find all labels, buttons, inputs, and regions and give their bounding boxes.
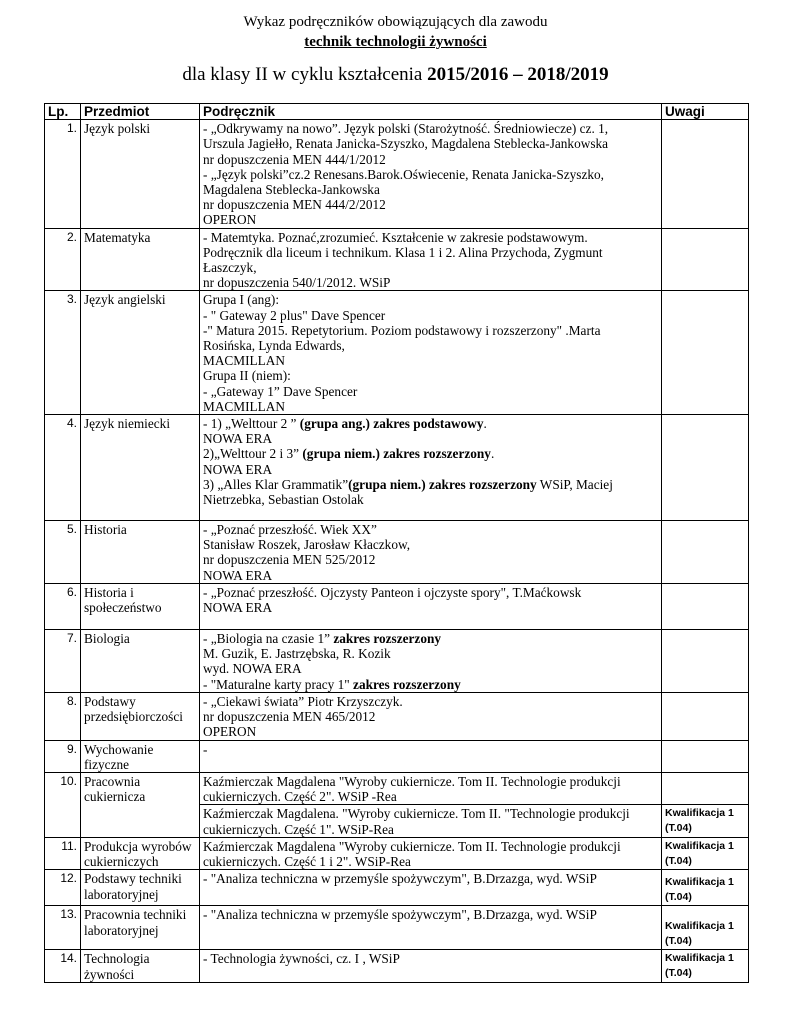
subject-line: Matematyka xyxy=(84,229,151,245)
subject-cell xyxy=(81,740,200,772)
textbook-cell xyxy=(200,773,662,805)
textbook-cell xyxy=(200,584,662,630)
profession-name: technik technologii żywności xyxy=(304,34,487,50)
notes-line: (T.04) xyxy=(665,854,692,867)
subject-line: Język angielski xyxy=(84,292,166,308)
column-header-lp: Lp. xyxy=(45,104,81,120)
subject-line: Wychowanie xyxy=(84,741,154,757)
textbook-line: - „Język polski”cz.2 Renesans.Barok.Oświecenie, Renata Janicka-Szyszko, xyxy=(203,166,604,182)
textbook-line: Kaźmierczak Magdalena. "Wyroby cukiernicze. Tom II. "Technologie produkcji xyxy=(203,806,630,822)
table-body xyxy=(45,120,749,983)
notes-cell xyxy=(662,120,749,228)
subject-line: przedsiębiorczości xyxy=(84,709,183,725)
textbook-line: - Technologia żywności, cz. I , WSiP xyxy=(203,951,400,967)
cycle-years: 2015/2016 – 2018/2019 xyxy=(427,64,609,85)
textbook-line: - „Poznać przeszłość. Wiek XX” xyxy=(203,522,377,538)
notes-cell xyxy=(662,415,749,521)
row-number: 10. xyxy=(45,773,81,838)
notes-line: Kwalifikacja 1 xyxy=(665,876,734,889)
row-number: 1. xyxy=(45,120,81,228)
textbook-cell xyxy=(200,120,662,228)
textbook-line: Łaszczyk, xyxy=(203,260,257,276)
textbook-line: Urszula Jagiełło, Renata Janicka-Szyszko, Magdalena Steblecka-Jankowska xyxy=(203,136,609,152)
textbook-cell xyxy=(200,950,662,982)
textbook-text: NOWA ERA xyxy=(203,431,273,447)
textbook-cell xyxy=(200,521,662,584)
table-row xyxy=(45,120,749,228)
row-number: 9. xyxy=(45,740,81,772)
textbook-line: nr dopuszczenia MEN 465/2012 xyxy=(203,709,376,725)
textbook-text: NOWA ERA xyxy=(203,461,273,477)
textbook-line: Rosińska, Lynda Edwards, xyxy=(203,338,345,354)
textbook-line: Grupa I (ang): xyxy=(203,292,280,308)
textbook-line: - Matemtyka. Poznać,zrozumieć. Kształcenie w zakresie podstawowym. xyxy=(203,229,588,245)
textbook-line: -" Matura 2015. Repetytorium. Poziom podstawowy i rozszerzony" .Marta xyxy=(203,322,601,338)
textbook-emphasis: (grupa ang.) zakres podstawowy xyxy=(299,416,484,432)
notes-line: Kwalifikacja 1 xyxy=(665,920,734,933)
textbook-text: - „Biologia na czasie 1” xyxy=(203,631,334,647)
notes-cell xyxy=(662,630,749,693)
notes-line: (T.04) xyxy=(665,891,692,904)
subject-line: fizyczne xyxy=(84,756,130,772)
table-row xyxy=(45,740,749,772)
textbook-emphasis: zakres rozszerzony xyxy=(333,631,442,647)
textbook-line: Grupa II (niem): xyxy=(203,368,291,384)
notes-cell xyxy=(662,906,749,950)
textbook-line: nr dopuszczenia 540/1/2012. WSiP xyxy=(203,275,391,291)
textbook-cell xyxy=(200,291,662,415)
subject-cell xyxy=(81,906,200,950)
textbook-line: MACMILLAN xyxy=(203,398,285,414)
notes-cell xyxy=(662,805,749,837)
textbook-emphasis: (grupa niem.) zakres rozszerzony xyxy=(348,476,537,492)
subject-cell xyxy=(81,693,200,741)
textbook-line: - "Analiza techniczna w przemyśle spożywczym", B.Drzazga, wyd. WSiP xyxy=(203,871,597,887)
table-row xyxy=(45,837,749,869)
subject-line: Historia xyxy=(84,522,127,538)
notes-cell xyxy=(662,950,749,982)
table-row xyxy=(45,693,749,741)
subject-line: Biologia xyxy=(84,631,130,647)
notes-line: Kwalifikacja 1 xyxy=(665,807,734,820)
subject-line: laboratoryjnej xyxy=(84,886,159,902)
textbook-text: . xyxy=(490,446,495,462)
subject-line: Technologia xyxy=(84,951,150,967)
textbook-text: - 1) „Welttour 2 ” xyxy=(203,416,300,432)
class-cycle-line xyxy=(0,64,791,86)
subject-line: Produkcja wyrobów xyxy=(84,838,192,854)
textbook-cell xyxy=(200,906,662,950)
notes-cell xyxy=(662,837,749,869)
table-row xyxy=(45,630,749,693)
table-row xyxy=(45,228,749,291)
textbook-line xyxy=(203,646,658,661)
textbook-line: - „Gateway 1” Dave Spencer xyxy=(203,383,358,399)
notes-line: Kwalifikacja 1 xyxy=(665,839,734,852)
notes-cell xyxy=(662,291,749,415)
textbook-line: nr dopuszczenia MEN 444/2/2012 xyxy=(203,197,386,213)
subject-cell xyxy=(81,837,200,869)
textbook-cell xyxy=(200,228,662,291)
textbook-line xyxy=(203,477,658,492)
textbook-cell xyxy=(200,805,662,837)
textbook-line: nr dopuszczenia MEN 444/1/2012 xyxy=(203,151,386,167)
textbook-line: cukierniczych. Część 1 i 2". WSiP-Rea xyxy=(203,854,411,870)
table-header-row xyxy=(45,104,749,120)
textbook-line: - "Analiza techniczna w przemyśle spożywczym", B.Drzazga, wyd. WSiP xyxy=(203,907,597,923)
textbook-text: Nietrzebka, Sebastian Ostolak xyxy=(203,492,364,508)
table-row xyxy=(45,521,749,584)
row-number: 5. xyxy=(45,521,81,584)
row-number: 11. xyxy=(45,837,81,869)
row-number: 14. xyxy=(45,950,81,982)
textbook-line: MACMILLAN xyxy=(203,353,285,369)
textbook-line xyxy=(203,446,658,461)
textbook-line xyxy=(203,631,658,646)
row-number: 8. xyxy=(45,693,81,741)
subject-line: cukierniczych xyxy=(84,854,159,870)
textbook-emphasis: (grupa niem.) zakres rozszerzony xyxy=(302,446,491,462)
subject-cell xyxy=(81,228,200,291)
subject-cell xyxy=(81,521,200,584)
textbook-text: M. Guzik, E. Jastrzębska, R. Kozik xyxy=(203,646,391,662)
subject-cell xyxy=(81,120,200,228)
subject-cell xyxy=(81,291,200,415)
notes-cell xyxy=(662,521,749,584)
textbook-line: cukierniczych. Część 2". WSiP -Rea xyxy=(203,789,397,805)
table-row xyxy=(45,291,749,415)
column-header-notes: Uwagi xyxy=(662,104,749,120)
textbook-line xyxy=(203,661,658,676)
textbook-text: 3) „Alles Klar Grammatik” xyxy=(203,476,349,492)
textbook-cell xyxy=(200,693,662,741)
subject-line: Podstawy xyxy=(84,694,136,710)
textbook-emphasis: zakres rozszerzony xyxy=(353,676,461,692)
notes-cell xyxy=(662,228,749,291)
textbook-text: - "Maturalne karty pracy 1" xyxy=(203,676,354,692)
notes-cell xyxy=(662,870,749,906)
row-number: 6. xyxy=(45,584,81,630)
subject-line: Język polski xyxy=(84,121,151,137)
column-header-subject: Przedmiot xyxy=(81,104,200,120)
textbook-text: 2)„Welttour 2 i 3” xyxy=(203,446,303,462)
textbook-line: - xyxy=(203,741,208,757)
subject-line: cukiernicza xyxy=(84,789,146,805)
textbook-line xyxy=(203,677,658,692)
subject-cell xyxy=(81,773,200,838)
table-row xyxy=(45,773,749,805)
subject-cell xyxy=(81,950,200,982)
textbook-text: . xyxy=(483,416,487,432)
textbook-line: - " Gateway 2 plus" Dave Spencer xyxy=(203,307,386,323)
document-title: Wykaz podręczników obowiązujących dla zawodu xyxy=(243,14,548,30)
subject-cell xyxy=(81,415,200,521)
subject-cell xyxy=(81,584,200,630)
table-row xyxy=(45,584,749,630)
textbook-line: NOWA ERA xyxy=(203,600,273,616)
subject-cell xyxy=(81,870,200,906)
textbook-line: - „Ciekawi świata” Piotr Krzyszczyk. xyxy=(203,694,403,710)
table-row xyxy=(45,870,749,906)
textbook-text: wyd. NOWA ERA xyxy=(203,661,302,677)
notes-line: (T.04) xyxy=(665,935,692,948)
textbook-line: OPERON xyxy=(203,212,257,228)
subject-line: Język niemiecki xyxy=(84,416,171,432)
row-number: 12. xyxy=(45,870,81,906)
notes-line: (T.04) xyxy=(665,822,692,835)
subject-line: Pracownia xyxy=(84,774,141,790)
textbook-cell xyxy=(200,630,662,693)
notes-line: Kwalifikacja 1 xyxy=(665,952,734,965)
textbook-line: Stanisław Roszek, Jarosław Kłaczkow, xyxy=(203,537,411,553)
textbook-text: WSiP, Maciej xyxy=(536,476,613,492)
textbook-line xyxy=(203,492,658,507)
textbook-line: Kaźmierczak Magdalena "Wyroby cukiernicze. Tom II. Technologie produkcji xyxy=(203,838,621,854)
table-row xyxy=(45,950,749,982)
row-number: 4. xyxy=(45,415,81,521)
notes-cell xyxy=(662,693,749,741)
textbook-cell xyxy=(200,415,662,521)
textbook-line: Kaźmierczak Magdalena "Wyroby cukiernicze. Tom II. Technologie produkcji xyxy=(203,774,621,790)
textbook-line: Magdalena Steblecka-Jankowska xyxy=(203,182,380,198)
textbook-line: - „Odkrywamy na nowo”. Język polski (Starożytność. Średniowiecze) cz. 1, xyxy=(203,121,609,137)
textbook-cell xyxy=(200,870,662,906)
textbook-line: OPERON xyxy=(203,724,257,740)
subject-line: Pracownia techniki xyxy=(84,907,187,923)
subject-line: Historia i xyxy=(84,585,134,601)
subject-cell xyxy=(81,630,200,693)
textbook-line xyxy=(203,416,658,431)
textbook-cell xyxy=(200,740,662,772)
table-row xyxy=(45,906,749,950)
notes-line: (T.04) xyxy=(665,967,692,980)
row-number: 2. xyxy=(45,228,81,291)
column-header-textbook: Podręcznik xyxy=(200,104,662,120)
subject-line: społeczeństwo xyxy=(84,600,162,616)
row-number: 7. xyxy=(45,630,81,693)
textbook-line xyxy=(203,431,658,446)
notes-cell xyxy=(662,584,749,630)
textbook-line: nr dopuszczenia MEN 525/2012 xyxy=(203,552,376,568)
notes-cell xyxy=(662,740,749,772)
textbook-table xyxy=(44,103,749,983)
textbook-line: Podręcznik dla liceum i technikum. Klasa 1 i 2. Alina Przychoda, Zygmunt xyxy=(203,244,603,260)
textbook-cell xyxy=(200,837,662,869)
row-number: 13. xyxy=(45,906,81,950)
table-row xyxy=(45,415,749,521)
textbook-line: NOWA ERA xyxy=(203,567,273,583)
subject-line: Podstawy techniki xyxy=(84,871,182,887)
notes-cell xyxy=(662,773,749,805)
row-number: 3. xyxy=(45,291,81,415)
subject-line: laboratoryjnej xyxy=(84,922,159,938)
textbook-line: - „Poznać przeszłość. Ojczysty Panteon i ojczyste spory", T.Maćkowsk xyxy=(203,585,582,601)
subject-line: żywności xyxy=(84,966,135,982)
textbook-line xyxy=(203,462,658,477)
textbook-line: cukierniczych. Część 1". WSiP-Rea xyxy=(203,821,394,837)
class-cycle-text: dla klasy II w cyklu kształcenia xyxy=(182,64,428,85)
